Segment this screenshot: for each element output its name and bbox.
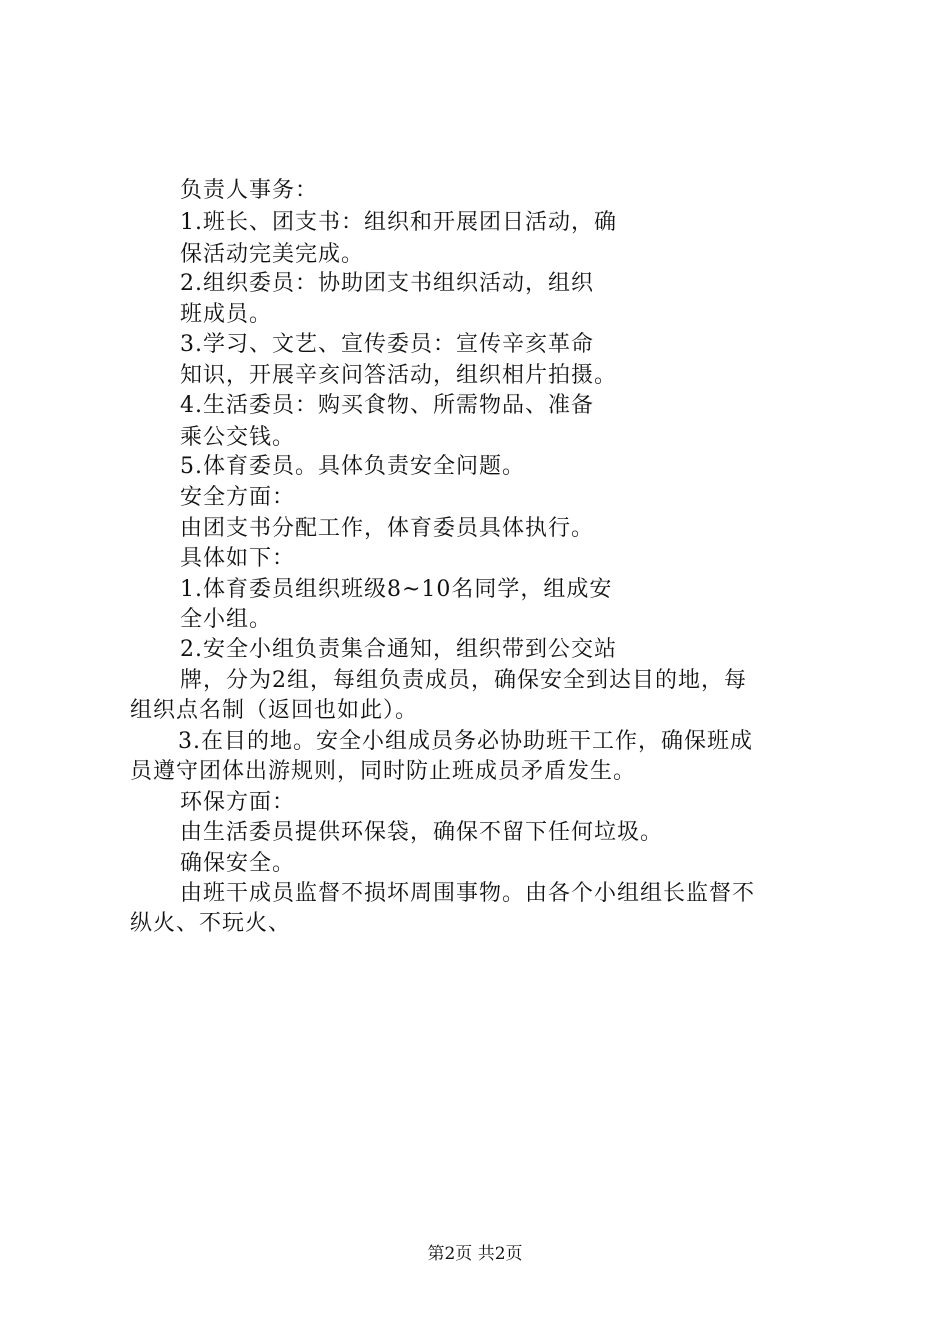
text-line: 5.体育委员。具体负责安全问题。 [180, 454, 525, 479]
text-line: 组织点名制（返回也如此）。 [130, 698, 419, 723]
text-line: 纵火、不玩火、 [130, 911, 292, 936]
text-line: 安全方面： [180, 485, 296, 510]
text-line: 知识，开展辛亥问答活动，组织相片拍摄。 [180, 363, 618, 388]
text-line: 由班干成员监督不损坏周围事物。由各个小组组长监督不 [180, 881, 756, 906]
text-line: 2.组织委员：协助团支书组织活动，组织 [180, 271, 594, 296]
text-line: 环保方面： [180, 790, 296, 815]
text-line: 确保安全。 [180, 851, 296, 876]
text-line: 2.安全小组负责集合通知，组织带到公交站 [180, 637, 617, 662]
text-line: 3.在目的地。安全小组成员务必协助班干工作，确保班成 [178, 729, 753, 754]
text-line: 员遵守团体出游规则，同时防止班成员矛盾发生。 [130, 759, 637, 784]
text-line: 具体如下： [180, 546, 296, 571]
text-line: 由团支书分配工作，体育委员具体执行。 [180, 516, 595, 541]
page-number-footer: 第2页 共2页 [427, 1244, 523, 1264]
text-line: 负责人事务： [180, 178, 319, 203]
text-line: 牌，分为2组，每组负责成员，确保安全到达目的地，每 [180, 668, 747, 693]
text-line: 全小组。 [180, 607, 273, 632]
text-line: 1.班长、团支书：组织和开展团日活动，确 [180, 210, 617, 235]
text-line: 乘公交钱。 [180, 425, 296, 450]
text-line: 4.生活委员：购买食物、所需物品、准备 [180, 393, 594, 418]
text-line: 班成员。 [180, 302, 273, 327]
text-line: 3.学习、文艺、宣传委员：宣传辛亥革命 [180, 332, 594, 357]
text-line: 1.体育委员组织班级8~10名同学，组成安 [180, 577, 613, 602]
text-line: 由生活委员提供环保袋，确保不留下任何垃圾。 [180, 820, 664, 845]
text-line: 保活动完美完成。 [180, 242, 365, 267]
